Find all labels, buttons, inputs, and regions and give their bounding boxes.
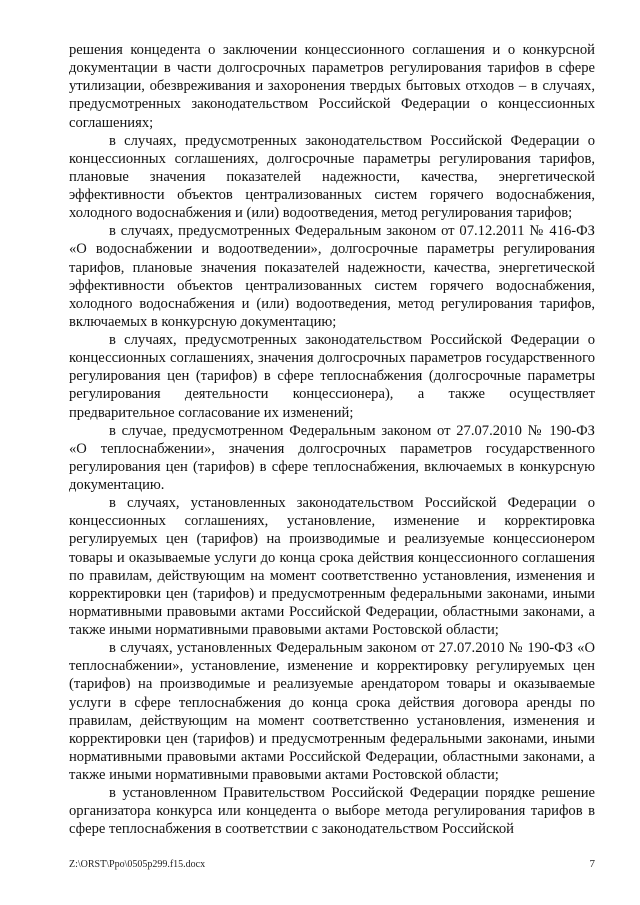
paragraph-continuation: решения концедента о заключении концессионного соглашения и о конкурсной документации в части долгосрочных параметров регулирования тарифов в сфере утилизации, обезвреживания и захоронения твердых бытовых отходов – в случаях, предусмотренных законодательством Российской Федерации о концессионных соглашениях; [69,42,595,131]
paragraph: в случае, предусмотренном Федеральным законом от 27.07.2010 № 190-ФЗ «О теплоснабжении», значения долгосрочных параметров государственного регулирования цен (тарифов) в сфере теплоснабжения, включаемых в конкурсную документацию. [69,422,595,493]
paragraph: в случаях, предусмотренных Федеральным законом от 07.12.2011 № 416-ФЗ «О водоснабжении и водоотведении», долгосрочные параметры регулирования тарифов, плановые значения показателей надежности, качества, энергетической эффективности объектов централизованных систем горячего водоснабжения, холодного водоснабжения и (или) водоотведения, метод регулирования тарифов, включаемых в конкурсную документацию; [69,223,595,330]
page-number: 7 [589,858,595,870]
paragraph: в случаях, установленных законодательством Российской Федерации о концессионных соглашениях, установление, изменение и корректировка регулируемых цен (тарифов) на производимые и реализуемые концессионером товары и оказываемые услуги до конца срока действия концессионного соглашения по правилам, действующим на момент соответственно установления, изменения и корректировки цен (тарифов) и предусмотренным федеральными законами, иными нормативными правовыми актами Российской Федерации, областными законами, а также иными нормативными правовыми актами Ростовской области; [69,495,595,638]
paragraph: в установленном Правительством Российской Федерации порядке решение организатора конкурса или концедента о выборе метода регулирования тарифов в сфере теплоснабжения в соответствии с законодательством Российской [69,785,595,838]
paragraph: в случаях, предусмотренных законодательством Российской Федерации о концессионных соглашениях, значения долгосрочных параметров государственного регулирования цен (тарифов) в сфере теплоснабжения (долгосрочные параметры регулирования деятельности концессионера), а также осуществляет предварительное согласование их изменений; [69,332,595,421]
paragraph: в случаях, предусмотренных законодательством Российской Федерации о концессионных соглашениях, долгосрочные параметры регулирования тарифов, плановые значения показателей надежности, качества, энергетической эффективности объектов централизованных систем горячего водоснабжения, холодного водоснабжения и (или) водоотведения, метод регулирования тарифов; [69,132,595,222]
footer-file-path: Z:\ORST\Ppo\0505p299.f15.docx [69,859,206,870]
paragraph: в случаях, установленных Федеральным законом от 27.07.2010 № 190-ФЗ «О теплоснабжении», установление, изменение и корректировку регулируемых цен (тарифов) на производимые и реализуемые арендатором товары и оказываемые услуги в сфере теплоснабжения до конца срока действия договора аренды по правилам, действующим на момент соответственно установления, изменения и корректировки цен (тарифов) и предусмотренным федеральными законами, иными нормативными правовыми актами Российской Федерации, областными законами, а также иными нормативными правовыми актами Ростовской области; [69,640,595,783]
document-body [69,41,595,839]
